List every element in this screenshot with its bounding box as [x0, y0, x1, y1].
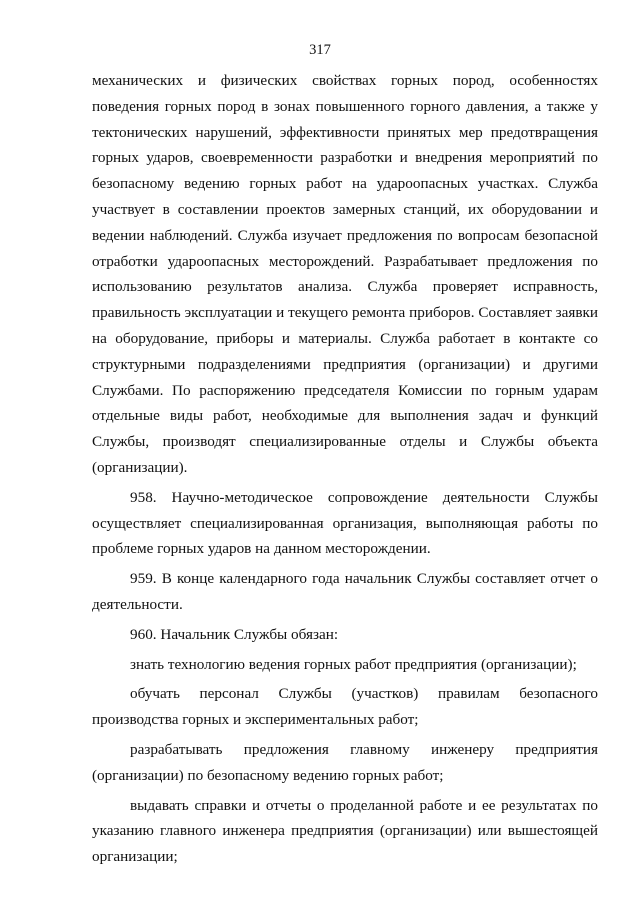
document-body: [92, 68, 598, 874]
paragraph-958: 958. Научно-методическое сопровождение деятельности Службы осуществляет специализированная организация, выполняющая работы по проблеме горных ударов на данном месторождении.: [92, 488, 598, 558]
paragraph-960: 960. Начальник Службы обязан:: [130, 625, 339, 643]
duty-item-develop-proposals: разрабатывать предложения главному инженеру предприятия (организации) по безопасному ведению горных работ;: [92, 740, 598, 784]
paragraph-continuation: механических и физических свойствах горных пород, особенностях поведения горных пород в зонах повышенного горного давления, а также у тектонических нарушений, эффективности принятых мер предотвращения горных ударов, своевременности разработки и внедрения мероприятий по безопасному ведению горных работ на удароопасных участках. Служба участвует в составлении проектов замерных станций, их оборудовании и ведении наблюдений. Служба изучает предложения по вопросам безопасной отработки удароопасных месторождений. Разрабатывает предложения по использованию результатов анализа. Служба проверяет исправность, правильность эксплуатации и текущего ремонта приборов. Составляет заявки на оборудование, приборы и материалы. Служба работает в контакте со структурными подразделениями предприятия (организации) и другими Службами. По распоряжению председателя Комиссии по горным ударам отдельные виды работ, необходимые для выполнения задач и функций Службы, производят специализированные отделы и Службы объекта (организации).: [92, 72, 598, 476]
page-number: 317: [309, 42, 331, 58]
duty-item-know-technology: знать технологию ведения горных работ предприятия (организации);: [130, 655, 577, 673]
duty-item-issue-reports: выдавать справки и отчеты о проделанной работе и ее результатах по указанию главного инженера предприятия (организации) или вышестоящей организации;: [92, 796, 598, 866]
paragraph-959: 959. В конце календарного года начальник Службы составляет отчет о деятельности.: [92, 570, 598, 613]
duty-item-train-personnel: обучать персонал Службы (участков) правилам безопасного производства горных и экспериментальных работ;: [92, 685, 598, 729]
